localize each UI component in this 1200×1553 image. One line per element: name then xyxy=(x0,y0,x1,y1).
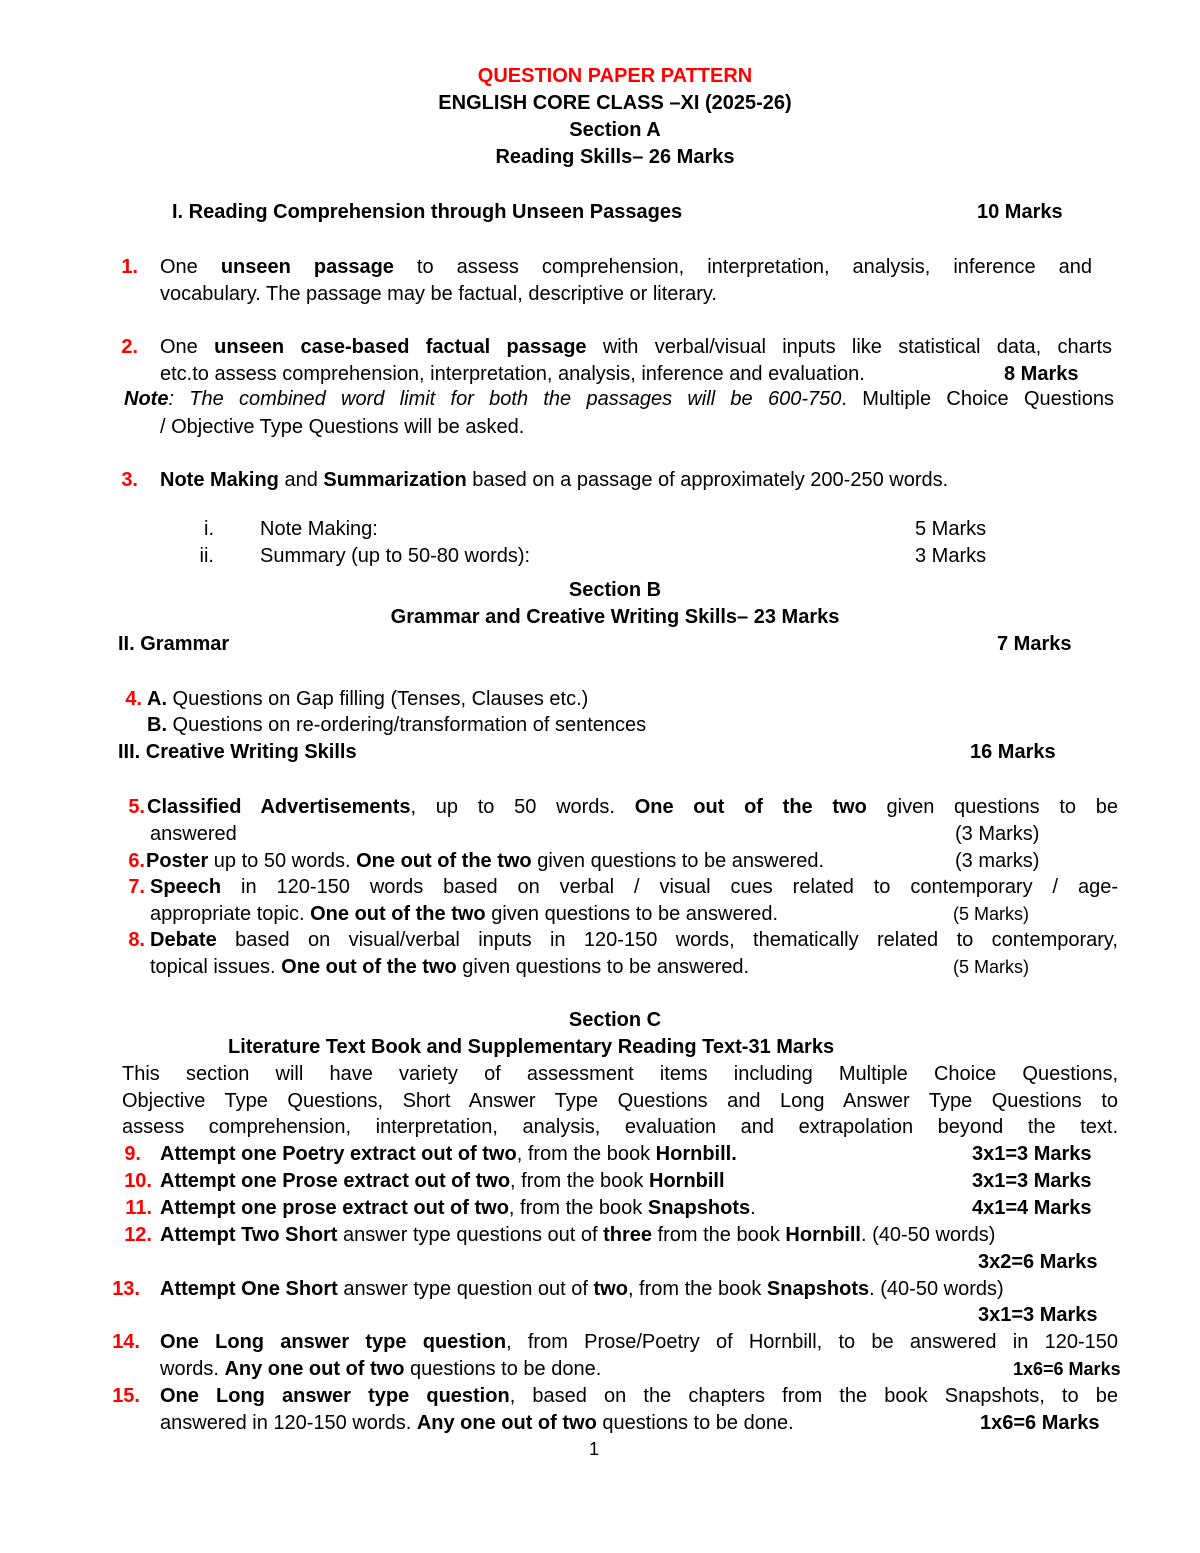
q15-text: One Long answer type question, based on the chapters from the book Snapshots, to be answered in 120-150 words. Any one out of two questions to be done. xyxy=(160,1385,1118,1434)
section-a-subheading: Reading Skills– 26 Marks xyxy=(495,146,735,168)
q14-text: One Long answer type question, from Prose/Poetry of Hornbill, to be answered in 120-150 words. Any one out of two questions to be done. xyxy=(160,1331,1118,1380)
q4-part-b: B. Questions on re-ordering/transformation of sentences xyxy=(147,714,647,736)
q13-number: 13. xyxy=(112,1278,140,1300)
q7-marks: (5 Marks) xyxy=(953,904,1029,924)
q9-marks: 3x1=3 Marks xyxy=(972,1143,1092,1165)
q11-text: Attempt one prose extract out of two, from the book Snapshots. xyxy=(160,1197,756,1219)
section-a-heading: Section A xyxy=(569,119,661,141)
q6-text: Poster up to 50 words. One out of the two given questions to be answered. xyxy=(146,850,825,872)
doc-subtitle: ENGLISH CORE CLASS –XI (2025-26) xyxy=(438,92,792,114)
q3-sub-i-label: Note Making: xyxy=(260,518,378,540)
q8-number: 8. xyxy=(128,929,145,951)
q2-number: 2. xyxy=(121,336,138,358)
note-text: Note: The combined word limit for both the passages will be 600-750. Multiple Choice Questions xyxy=(124,388,1114,410)
part-i-label: I. Reading Comprehension through Unseen Passages xyxy=(172,201,683,223)
q4-number: 4. xyxy=(125,688,142,710)
q3-sub-ii-number: ii. xyxy=(199,545,214,567)
part-ii-marks: 7 Marks xyxy=(997,633,1072,655)
section-c-subheading: Literature Text Book and Supplementary Reading Text-31 Marks xyxy=(228,1036,835,1058)
q3-number: 3. xyxy=(121,469,138,491)
section-b-heading: Section B xyxy=(568,579,662,601)
q5-marks: (3 Marks) xyxy=(955,823,1040,845)
q8-text: Debate based on visual/verbal inputs in 120-150 words, thematically related to contemporary, topical issues. One out of the two given questions to be answered. xyxy=(150,929,1118,978)
q14-number: 14. xyxy=(112,1331,140,1353)
section-b-subheading: Grammar and Creative Writing Skills– 23 Marks xyxy=(390,606,840,628)
q3-sub-ii-label: Summary (up to 50-80 words): xyxy=(260,545,531,567)
q2-marks: 8 Marks xyxy=(1004,363,1079,385)
q12-marks: 3x2=6 Marks xyxy=(978,1251,1098,1273)
q4-part-a: A. Questions on Gap filling (Tenses, Clauses etc.) xyxy=(147,688,589,710)
q3-text: Note Making and Summarization based on a passage of approximately 200-250 words. xyxy=(160,469,949,491)
q11-number: 11. xyxy=(125,1197,152,1219)
q13-marks: 3x1=3 Marks xyxy=(978,1304,1098,1326)
q2-text: One unseen case-based factual passage with verbal/visual inputs like statistical data, charts etc.to assess comprehension, interpretation, analysis, inference and evaluation. xyxy=(160,336,1113,385)
q9-number: 9. xyxy=(124,1143,141,1165)
q13-text: Attempt One Short answer type question out of two, from the book Snapshots. (40-50 words) xyxy=(160,1278,1004,1300)
q11-marks: 4x1=4 Marks xyxy=(972,1197,1092,1219)
q10-number: 10. xyxy=(124,1170,152,1192)
q15-marks: 1x6=6 Marks xyxy=(980,1412,1100,1434)
q14-marks: 1x6=6 Marks xyxy=(1013,1359,1121,1379)
q12-text: Attempt Two Short answer type questions out of three from the book Hornbill. (40-50 words) xyxy=(160,1224,996,1246)
q7-text: Speech in 120-150 words based on verbal / visual cues related to contemporary / age- appropriate topic. One out of the two given questions to be answered. xyxy=(150,876,1118,925)
q10-marks: 3x1=3 Marks xyxy=(972,1170,1092,1192)
q3-sub-i-marks: 5 Marks xyxy=(915,518,987,540)
q1-number: 1. xyxy=(121,256,138,278)
section-c-intro: This section will have variety of assessment items including Multiple Choice Questions, Objective Type Questions, Short Answer Type Questions and Long Answer Type Questions to assess comprehension, interpretation, analysis, evaluation and extrapolation beyond the text. xyxy=(122,1063,1118,1138)
note-line2: / Objective Type Questions will be asked. xyxy=(160,416,525,438)
page-number: 1 xyxy=(589,1439,600,1459)
q6-number: 6. xyxy=(128,850,145,872)
q5-line2: answered xyxy=(150,823,237,845)
q8-marks: (5 Marks) xyxy=(953,957,1029,977)
q5-number: 5. xyxy=(128,796,145,818)
q1-text: One unseen passage to assess comprehension, interpretation, analysis, inference and vocabulary. The passage may be factual, descriptive or literary. xyxy=(160,256,1093,305)
q5-text: Classified Advertisements, up to 50 words. One out of the two given questions to be xyxy=(147,796,1119,818)
q7-number: 7. xyxy=(128,876,145,898)
part-iii-label: III. Creative Writing Skills xyxy=(118,741,357,763)
doc-title: QUESTION PAPER PATTERN xyxy=(477,65,753,87)
q15-number: 15. xyxy=(112,1385,140,1407)
part-ii-label: II. Grammar xyxy=(118,633,230,655)
q6-marks: (3 marks) xyxy=(955,850,1040,872)
part-i-marks: 10 Marks xyxy=(977,201,1063,223)
q3-sub-i-number: i. xyxy=(204,518,214,540)
q10-text: Attempt one Prose extract out of two, from the book Hornbill xyxy=(160,1170,725,1192)
section-c-heading: Section C xyxy=(568,1009,662,1031)
q3-sub-ii-marks: 3 Marks xyxy=(915,545,987,567)
part-iii-marks: 16 Marks xyxy=(970,741,1056,763)
q9-text: Attempt one Poetry extract out of two, from the book Hornbill. xyxy=(160,1143,737,1165)
q12-number: 12. xyxy=(124,1224,152,1246)
